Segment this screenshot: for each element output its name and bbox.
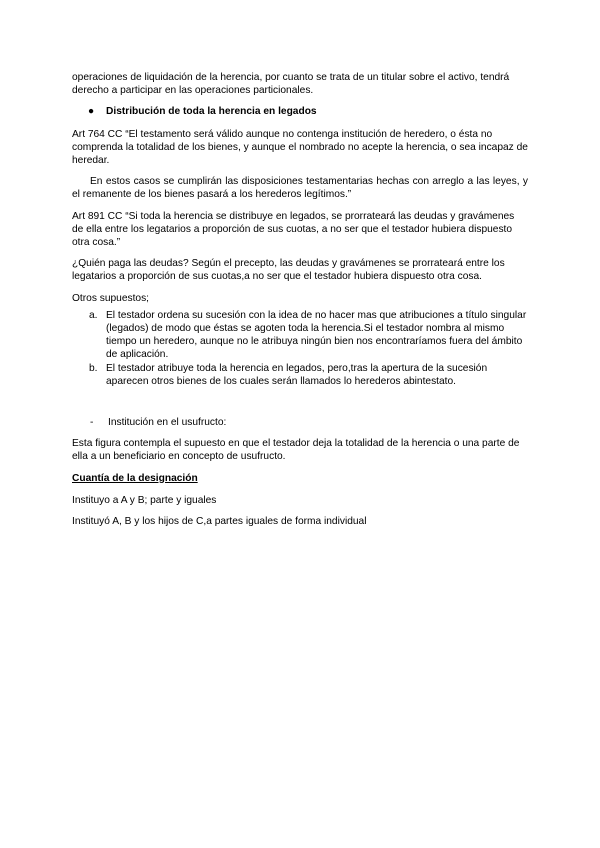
list-marker: b. — [89, 362, 98, 374]
list-item-text: El testador ordena su sucesión con la idea de no hacer mas que atribuciones a título singular (legados) de modo que éstas se agoten toda la herencia.Si el testador nombra al mismo tiempo un heredero, aunque no le atribuya ningún bien nos encontraríamos fuera del ámbito de aplicación. — [106, 309, 527, 361]
bullet-heading-legados — [72, 105, 528, 118]
list-item-text: El testador atribuye toda la herencia en legados, pero,tras la apertura de la sucesión aparecen otros bienes de los cuales serán llamados lo herederos abintestato. — [106, 362, 488, 387]
paragraph-liquidacion: operaciones de liquidación de la herencia, por cuanto se trata de un titular sobre el activo, tendrá derecho a participar en las operaciones particionales. — [72, 72, 510, 97]
paragraph-casos: En estos casos se cumplirán las disposiciones testamentarias hechas con arreglo a las leyes, y el remanente de los bienes pasará a los herederos legítimos.” — [72, 176, 528, 201]
dash-item-text: Institución en el usufructo: — [108, 417, 227, 429]
paragraph-art-764: Art 764 CC “El testamento será válido aunque no contenga institución de heredero, o ésta no comprenda la totalidad de los bienes, y aunque el nombrado no acepte la herencia, o sea incapaz de heredar. — [72, 128, 528, 167]
paragraph-art-891: Art 891 CC “Si toda la herencia se distribuye en legados, se prorrateará las deudas y gravámenes de ella entre los legatarios a proporción de sus cuotas, a no ser que el testador hubiera dispuesto otra cosa.” — [72, 210, 515, 249]
paragraph-otros-supuestos: Otros supuestos; — [72, 292, 150, 304]
list-item — [72, 362, 528, 388]
dash-item-usufructo — [72, 416, 528, 429]
list-marker: a. — [89, 309, 98, 321]
paragraph-instituyo-1: Instituyo a A y B; parte y iguales — [72, 494, 217, 506]
dash-marker: - — [90, 417, 94, 429]
paragraph-instituyo-2: Instituyó A, B y los hijos de C,a partes iguales de forma individual — [72, 516, 367, 528]
list-item — [72, 309, 528, 362]
bullet-heading-text: Distribución de toda la herencia en legados — [106, 106, 317, 118]
supuestos-list — [72, 309, 528, 388]
paragraph-usufructo: Esta figura contempla el supuesto en que el testador deja la totalidad de la herencia o una parte de ella a un beneficiario en concepto de usufructo. — [72, 438, 520, 463]
section-heading-cuantia: Cuantía de la designación — [72, 472, 198, 484]
paragraph-quien-paga: ¿Quién paga las deudas? Según el precepto, las deudas y gravámenes se prorrateará entre los legatarios a proporción de sus cuotas,a no ser que el testador hubiera dispuesto otra cosa. — [72, 258, 505, 283]
bullet-icon: ● — [88, 106, 95, 118]
